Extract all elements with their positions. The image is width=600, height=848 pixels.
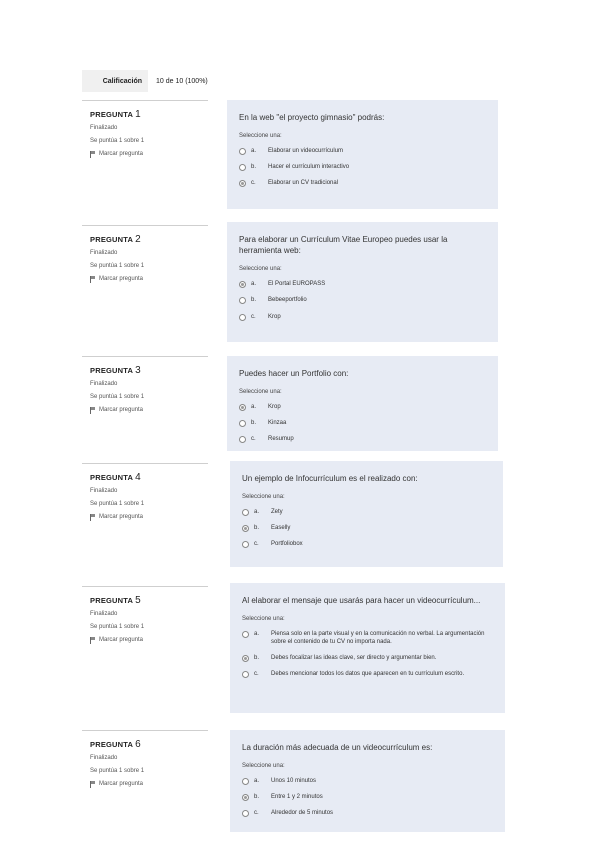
question-text: La duración más adecuada de un videocurrículum es: (242, 743, 433, 752)
flag-question-link[interactable]: Marcar pregunta (90, 407, 202, 415)
select-prompt: Seleccione una: (239, 389, 282, 396)
question-title: PREGUNTA 4 (90, 472, 141, 483)
answer-option[interactable]: b. Bebeeportfolio (239, 296, 486, 304)
radio-button[interactable] (242, 631, 249, 638)
question-status: Finalizado (90, 611, 118, 617)
radio-button[interactable] (239, 314, 246, 321)
answer-option[interactable]: a. Krop (239, 403, 486, 411)
flag-icon (90, 781, 96, 788)
question-title: PREGUNTA 2 (90, 234, 141, 245)
answer-option[interactable]: c. Debes mencionar todos los datos que aparecen en tu currículum escrito. (242, 670, 493, 678)
answer-option[interactable]: b. Kinzaa (239, 419, 486, 427)
radio-button-selected[interactable] (239, 281, 246, 288)
answer-option[interactable]: c. Elaborar un CV tradicional (239, 179, 486, 187)
radio-button[interactable] (242, 509, 249, 516)
question-status: Finalizado (90, 125, 118, 131)
select-prompt: Seleccione una: (242, 616, 285, 623)
answer-option[interactable]: a. Unos 10 minutos (242, 777, 493, 785)
grade-label: Calificación (82, 70, 148, 92)
question-box (230, 461, 503, 567)
question-status: Finalizado (90, 250, 118, 256)
question-box (230, 583, 505, 713)
radio-button-selected[interactable] (242, 655, 249, 662)
answer-option[interactable]: a. Elaborar un videocurrículum (239, 147, 486, 155)
question-title: PREGUNTA 1 (90, 109, 141, 120)
question-info (82, 730, 208, 788)
flag-question-link[interactable]: Marcar pregunta (90, 637, 202, 645)
question-title: PREGUNTA 5 (90, 595, 141, 606)
answer-option[interactable]: c. Resumup (239, 435, 486, 443)
radio-button[interactable] (239, 436, 246, 443)
radio-button[interactable] (239, 420, 246, 427)
radio-button[interactable] (239, 148, 246, 155)
question-info (82, 225, 208, 283)
answer-option[interactable]: c. Krop (239, 313, 486, 321)
answer-option[interactable]: c. Alrededor de 5 minutos (242, 809, 493, 817)
radio-button-selected[interactable] (239, 404, 246, 411)
flag-icon (90, 407, 96, 414)
question-box (227, 100, 498, 209)
radio-button[interactable] (242, 810, 249, 817)
question-status: Finalizado (90, 755, 118, 761)
question-status: Finalizado (90, 488, 118, 494)
radio-button[interactable] (242, 541, 249, 548)
question-info (82, 100, 208, 158)
flag-icon (90, 514, 96, 521)
radio-button-selected[interactable] (239, 180, 246, 187)
question-text: Puedes hacer un Portfolio con: (239, 369, 349, 378)
select-prompt: Seleccione una: (242, 763, 285, 770)
question-text: Un ejemplo de Infocurrículum es el realizado con: (242, 474, 418, 483)
answer-option[interactable]: a. Piensa solo en la parte visual y en la comunicación no verbal. La argumentación sobre el contenido de tu CV no importa nada. (242, 630, 493, 646)
radio-button[interactable] (239, 297, 246, 304)
question-text: En la web "el proyecto gimnasio" podrás: (239, 113, 385, 122)
select-prompt: Seleccione una: (239, 133, 282, 140)
answer-option[interactable]: c. Portfoliobox (242, 540, 491, 548)
flag-icon (90, 637, 96, 644)
answer-option[interactable]: b. Hacer el currículum interactivo (239, 163, 486, 171)
question-box (227, 222, 498, 342)
flag-icon (90, 151, 96, 158)
question-status: Finalizado (90, 381, 118, 387)
answer-option[interactable]: a. El Portal EUROPASS (239, 280, 486, 288)
radio-button[interactable] (239, 164, 246, 171)
select-prompt: Seleccione una: (239, 266, 282, 273)
question-info (82, 356, 208, 414)
select-prompt: Seleccione una: (242, 494, 285, 501)
grade-summary (82, 70, 208, 92)
question-title: PREGUNTA 6 (90, 739, 141, 750)
question-points: Se puntúa 1 sobre 1 (90, 393, 145, 400)
radio-button[interactable] (242, 671, 249, 678)
question-text: Para elaborar un Currículum Vitae Europeo puedes usar la herramienta web: (239, 235, 448, 256)
question-points: Se puntúa 1 sobre 1 (90, 262, 145, 269)
question-text: Al elaborar el mensaje que usarás para hacer un videocurrículum... (242, 596, 481, 605)
answer-option[interactable]: b. Easelly (242, 524, 491, 532)
question-points: Se puntúa 1 sobre 1 (90, 137, 145, 144)
question-title: PREGUNTA 3 (90, 365, 141, 376)
flag-question-link[interactable]: Marcar pregunta (90, 514, 202, 522)
question-box (230, 730, 505, 832)
question-points: Se puntúa 1 sobre 1 (90, 767, 145, 774)
flag-question-link[interactable]: Marcar pregunta (90, 276, 202, 284)
answer-option[interactable]: a. Zety (242, 508, 491, 516)
question-points: Se puntúa 1 sobre 1 (90, 623, 145, 630)
flag-question-link[interactable]: Marcar pregunta (90, 781, 202, 789)
question-points: Se puntúa 1 sobre 1 (90, 500, 145, 507)
flag-icon (90, 276, 96, 283)
radio-button-selected[interactable] (242, 794, 249, 801)
radio-button[interactable] (242, 778, 249, 785)
question-info (82, 586, 208, 644)
answer-option[interactable]: b. Entre 1 y 2 minutos (242, 793, 493, 801)
answer-option[interactable]: b. Debes focalizar las ideas clave, ser directo y argumentar bien. (242, 654, 493, 662)
question-info (82, 463, 208, 521)
flag-question-link[interactable]: Marcar pregunta (90, 151, 202, 159)
grade-value: 10 de 10 (100%) (156, 77, 208, 85)
question-box (227, 356, 498, 451)
radio-button-selected[interactable] (242, 525, 249, 532)
